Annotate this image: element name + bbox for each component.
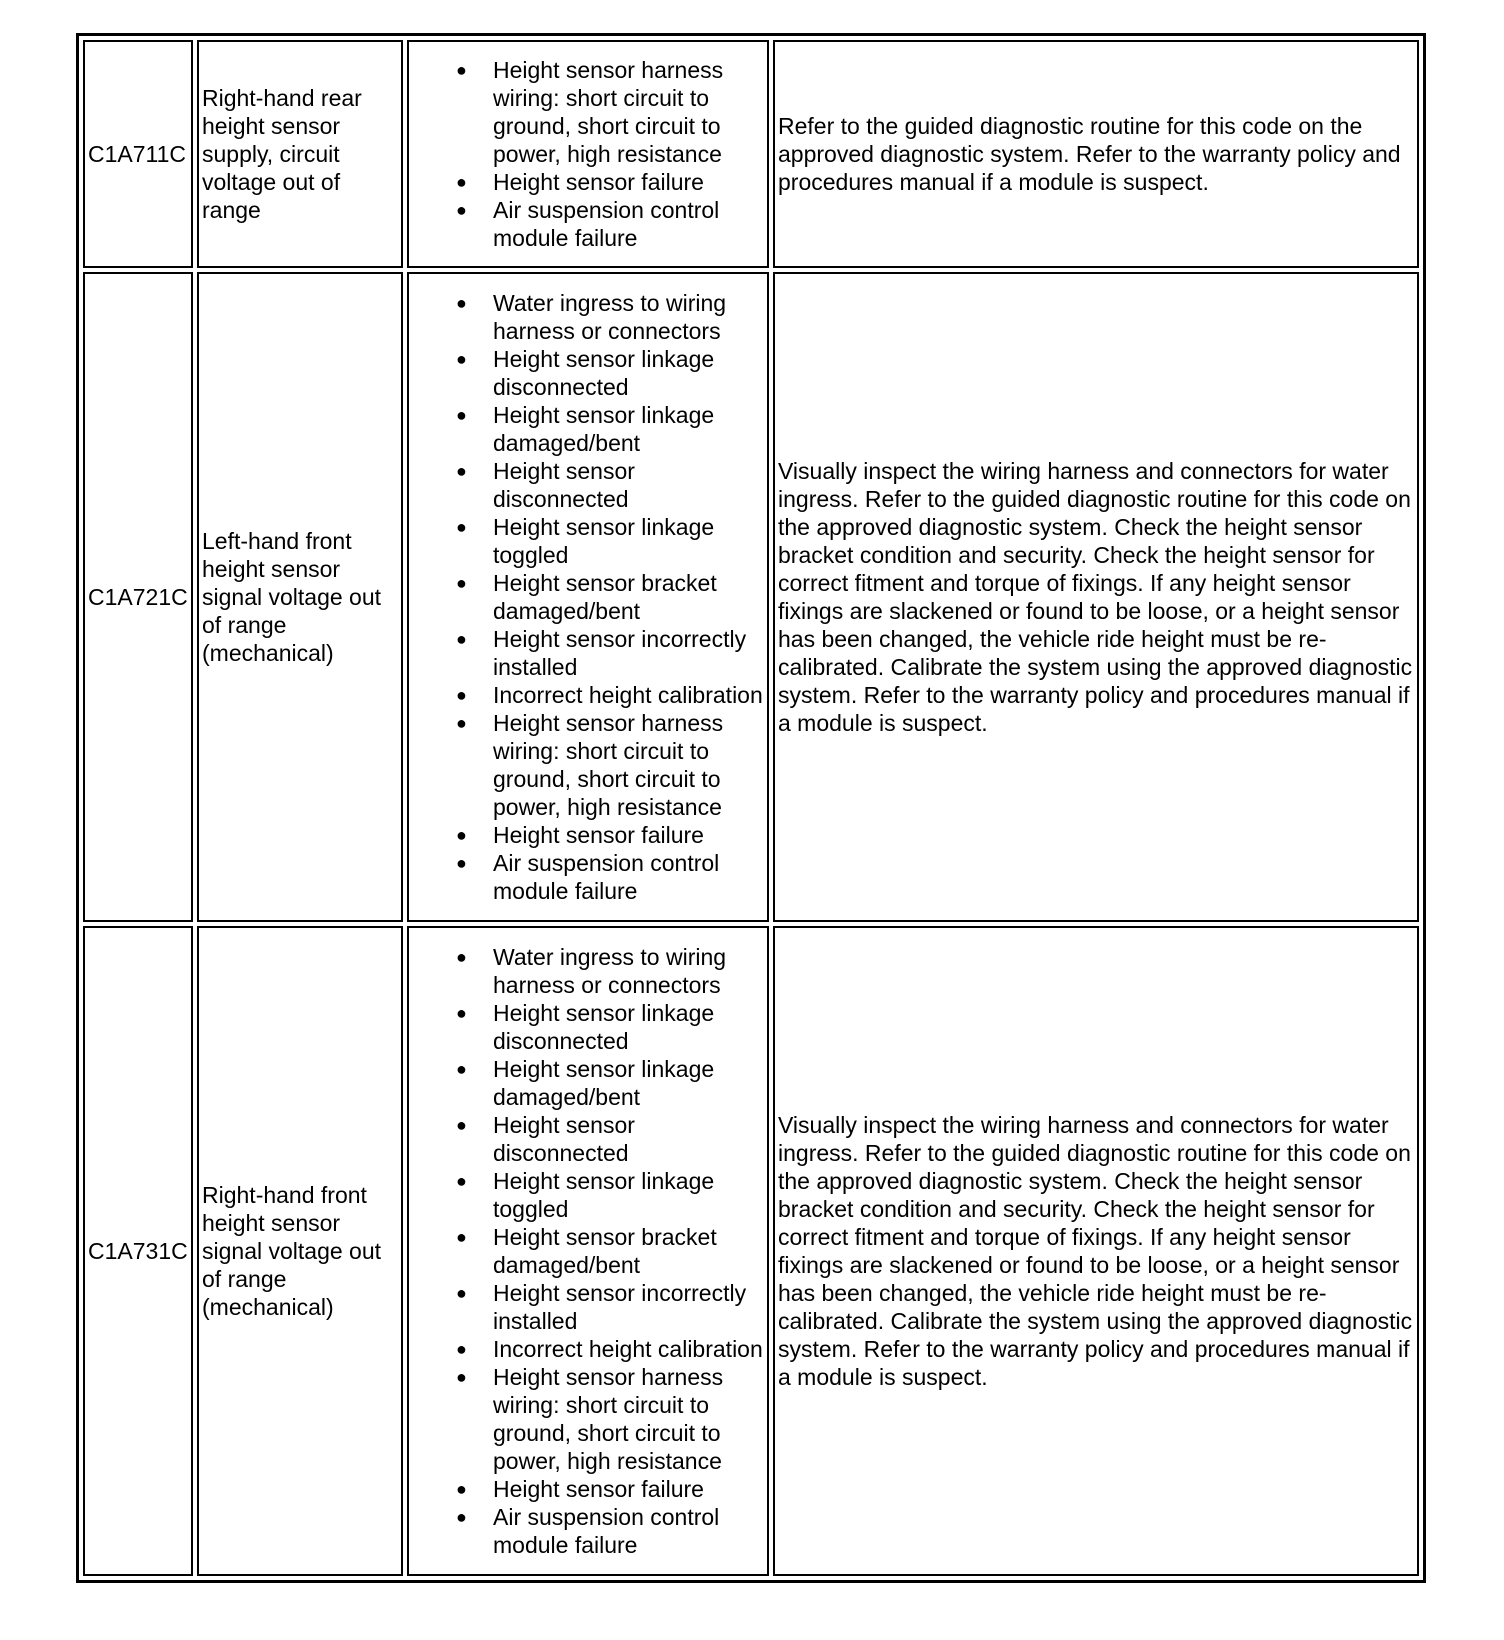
cause-list-item: ● Height sensor incorrectly installed [493,1279,764,1335]
cause-list-item: ● Height sensor linkage toggled [493,513,764,569]
cause-list-item: ● Air suspension control module failure [493,849,764,905]
cause-list-item: ● Height sensor bracket damaged/bent [493,1223,764,1279]
cause-list-item: ● Height sensor linkage disconnected [493,345,764,401]
possible-causes-list [412,289,764,905]
possible-causes-list [412,56,764,252]
cause-list-item: ● Height sensor harness wiring: short circuit to ground, short circuit to power, high resistance [493,56,764,168]
table-row [83,926,1419,1576]
action-cell: Refer to the guided diagnostic routine for this code on the approved diagnostic system. Refer to the warranty policy and procedures manual if a module is suspect. [773,40,1419,268]
cause-list-item: ● Height sensor failure [493,821,764,849]
dtc-document [76,33,1426,1583]
dtc-code-cell: C1A721C [83,272,193,922]
cause-list-item: ● Height sensor disconnected [493,457,764,513]
possible-causes-cell [407,272,769,922]
cause-list-item: ● Incorrect height calibration [493,681,764,709]
dtc-description-cell: Right-hand front height sensor signal voltage out of range (mechanical) [197,926,403,1576]
cause-list-item: ● Height sensor incorrectly installed [493,625,764,681]
cause-list-item: ● Air suspension control module failure [493,196,764,252]
dtc-table [76,33,1426,1583]
cause-list-item: ● Height sensor failure [493,168,764,196]
cause-list-item: ● Incorrect height calibration [493,1335,764,1363]
table-row [83,272,1419,922]
possible-causes-cell [407,926,769,1576]
cause-list-item: ● Height sensor linkage toggled [493,1167,764,1223]
cause-list-item: ● Air suspension control module failure [493,1503,764,1559]
cause-list-item: ● Water ingress to wiring harness or connectors [493,943,764,999]
cause-list-item: ● Height sensor disconnected [493,1111,764,1167]
cause-list-item: ● Height sensor harness wiring: short circuit to ground, short circuit to power, high resistance [493,1363,764,1475]
cause-list-item: ● Height sensor linkage disconnected [493,999,764,1055]
cause-list-item: ● Height sensor linkage damaged/bent [493,401,764,457]
table-row [83,40,1419,268]
cause-list-item: ● Water ingress to wiring harness or connectors [493,289,764,345]
possible-causes-list [412,943,764,1559]
dtc-code-cell: C1A731C [83,926,193,1576]
dtc-description-cell: Left-hand front height sensor signal voltage out of range (mechanical) [197,272,403,922]
dtc-description-cell: Right-hand rear height sensor supply, circuit voltage out of range [197,40,403,268]
cause-list-item: ● Height sensor bracket damaged/bent [493,569,764,625]
possible-causes-cell [407,40,769,268]
cause-list-item: ● Height sensor failure [493,1475,764,1503]
action-cell: Visually inspect the wiring harness and connectors for water ingress. Refer to the guided diagnostic routine for this code on the approved diagnostic system. Check the height sensor bracket condition and security. Check the height sensor for correct fitment and torque of fixings. If any height sensor fixings are slackened or found to be loose, or a height sensor has been changed, the vehicle ride height must be re-calibrated. Calibrate the system using the approved diagnostic system. Refer to the warranty policy and procedures manual if a module is suspect. [773,926,1419,1576]
cause-list-item: ● Height sensor harness wiring: short circuit to ground, short circuit to power, high resistance [493,709,764,821]
action-cell: Visually inspect the wiring harness and connectors for water ingress. Refer to the guided diagnostic routine for this code on the approved diagnostic system. Check the height sensor bracket condition and security. Check the height sensor for correct fitment and torque of fixings. If any height sensor fixings are slackened or found to be loose, or a height sensor has been changed, the vehicle ride height must be re-calibrated. Calibrate the system using the approved diagnostic system. Refer to the warranty policy and procedures manual if a module is suspect. [773,272,1419,922]
cause-list-item: ● Height sensor linkage damaged/bent [493,1055,764,1111]
dtc-code-cell: C1A711C [83,40,193,268]
